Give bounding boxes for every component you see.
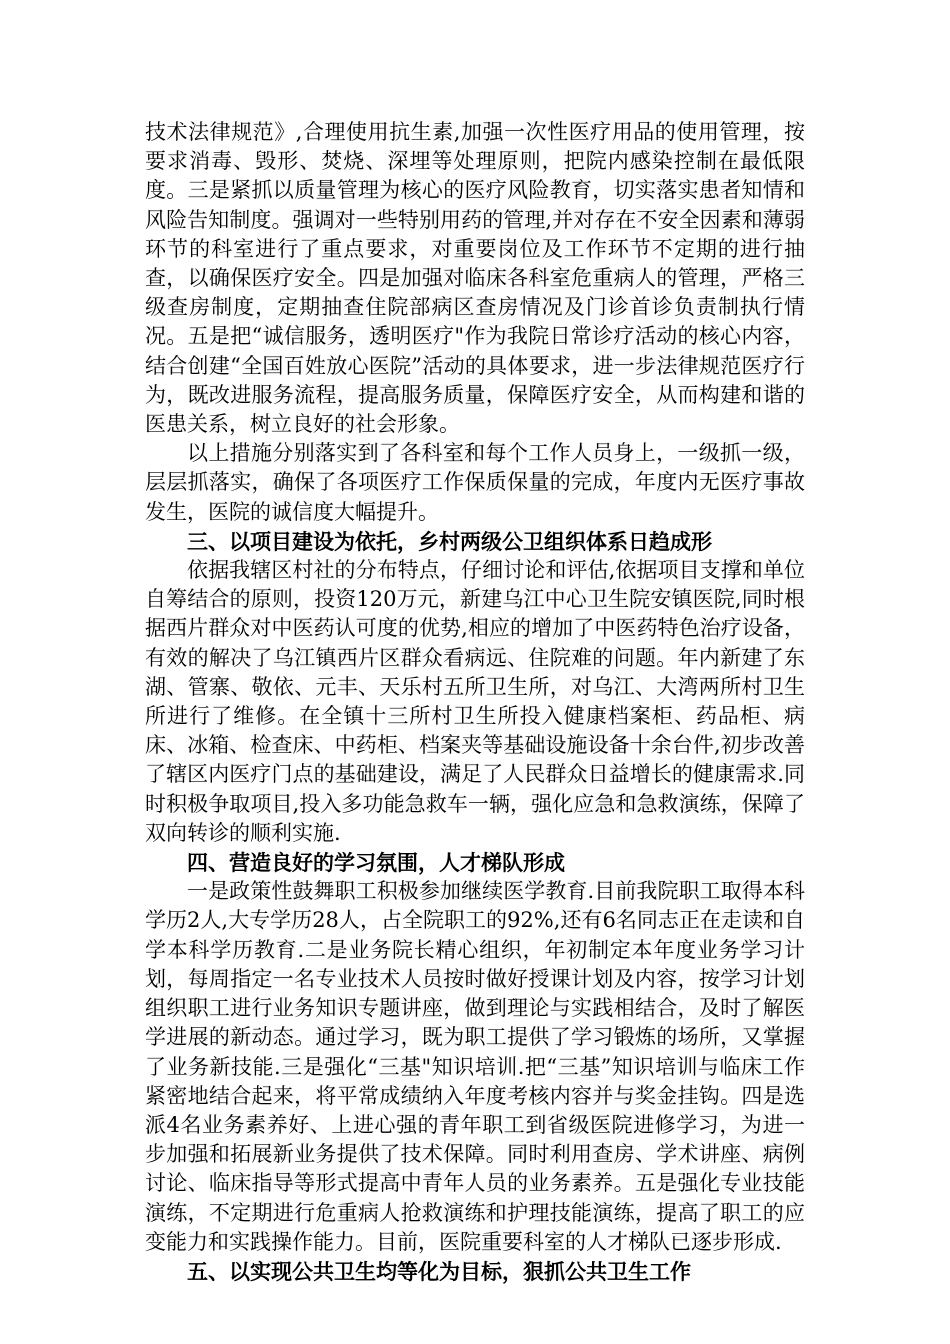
paragraph-learning-atmosphere: 一是政策性鼓舞职工积极参加继续医学教育.目前我院职工取得本科学历2人,大专学历28人，占全院职工的92%,还有6名同志正在走读和自学本科学历教育.二是业务院长精心组织，年初制定本年度业务学习计划，每周指定一名专业技术人员按时做好授课计划及内容，按学习计划组织职工进行业务知识专题讲座，做到理论与实践相结合，及时了解医学进展的新动态。通过学习，既为职工提供了学习锻炼的场所，又掌握了业务新技能.三是强化“三基"知识培训.把“三基”知识培训与临床工作紧密地结合起来，将平常成绩纳入年度考核内容并与奖金挂钩。四是选派4名业务素养好、上进心强的青年职工到省级医院进修学习，为进一步加强和拓展新业务提供了技术保障。同时利用查房、学术讲座、病例讨论、临床指导等形式提高中青年人员的业务素养。五是强化专业技能演练，不定期进行危重病人抢救演练和护理技能演练，提高了职工的应变能力和实践操作能力。目前，医院重要科室的人才梯队已逐步形成. [145, 879, 805, 1254]
paragraph-continuation: 技术法律规范》,合理使用抗生素,加强一次性医疗用品的使用管理，按要求消毒、毁形、焚烧、深埋等处理原则，把院内感染控制在最低限度。三是紧抓以质量管理为核心的医疗风险教育，切实落实患者知情和风险告知制度。强调对一些特别用药的管理,并对存在不安全因素和薄弱环节的科室进行了重点要求，对重要岗位及工作环节不定期的进行抽查，以确保医疗安全。四是加强对临床各科室危重病人的管理，严格三级查房制度，定期抽查住院部病区查房情况及门诊首诊负责制执行情况。五是把“诚信服务，透明医疗"作为我院日常诊疗活动的核心内容，结合创建“全国百姓放心医院”活动的具体要求，进一步法律规范医疗行为，既改进服务流程，提高服务质量，保障医疗安全，从而构建和谐的医患关系，树立良好的社会形象。 [145, 120, 805, 437]
section-heading-5: 五、以实现公共卫生均等化为目标，狠抓公共卫生工作 [187, 1258, 691, 1284]
paragraph-summary: 以上措施分别落实到了各科室和每个工作人员身上，一级抓一级，层层抓落实，确保了各项医疗工作保质保量的完成，年度内无医疗事故发生，医院的诚信度大幅提升。 [145, 441, 805, 524]
paragraph-project-construction: 依据我辖区村社的分布特点，仔细讨论和评估,依据项目支撑和单位自筹结合的原则，投资120万元，新建乌江中心卫生院安镇医院,同时根据西片群众对中医药认可度的优势,相应的增加了中医药特色治疗设备，有效的解决了乌江镇西片区群众看病远、住院难的问题。年内新建了东湖、管寨、敬依、元丰、天乐村五所卫生所，对乌江、大湾两所村卫生所进行了维修。在全镇十三所村卫生所投入健康档案柜、药品柜、病床、冰箱、检查床、中药柜、档案夹等基础设施设备十余台件,初步改善了辖区内医疗门点的基础建设，满足了人民群众日益增长的健康需求.同时积极争取项目,投入多功能急救车一辆，强化应急和急救演练，保障了双向转诊的顺利实施. [145, 558, 805, 845]
section-heading-4: 四、营造良好的学习氛围，人才梯队形成 [187, 850, 565, 876]
section-heading-3: 三、以项目建设为依托，乡村两级公卫组织体系日趋成形 [187, 528, 712, 554]
document-page [145, 118, 805, 1286]
